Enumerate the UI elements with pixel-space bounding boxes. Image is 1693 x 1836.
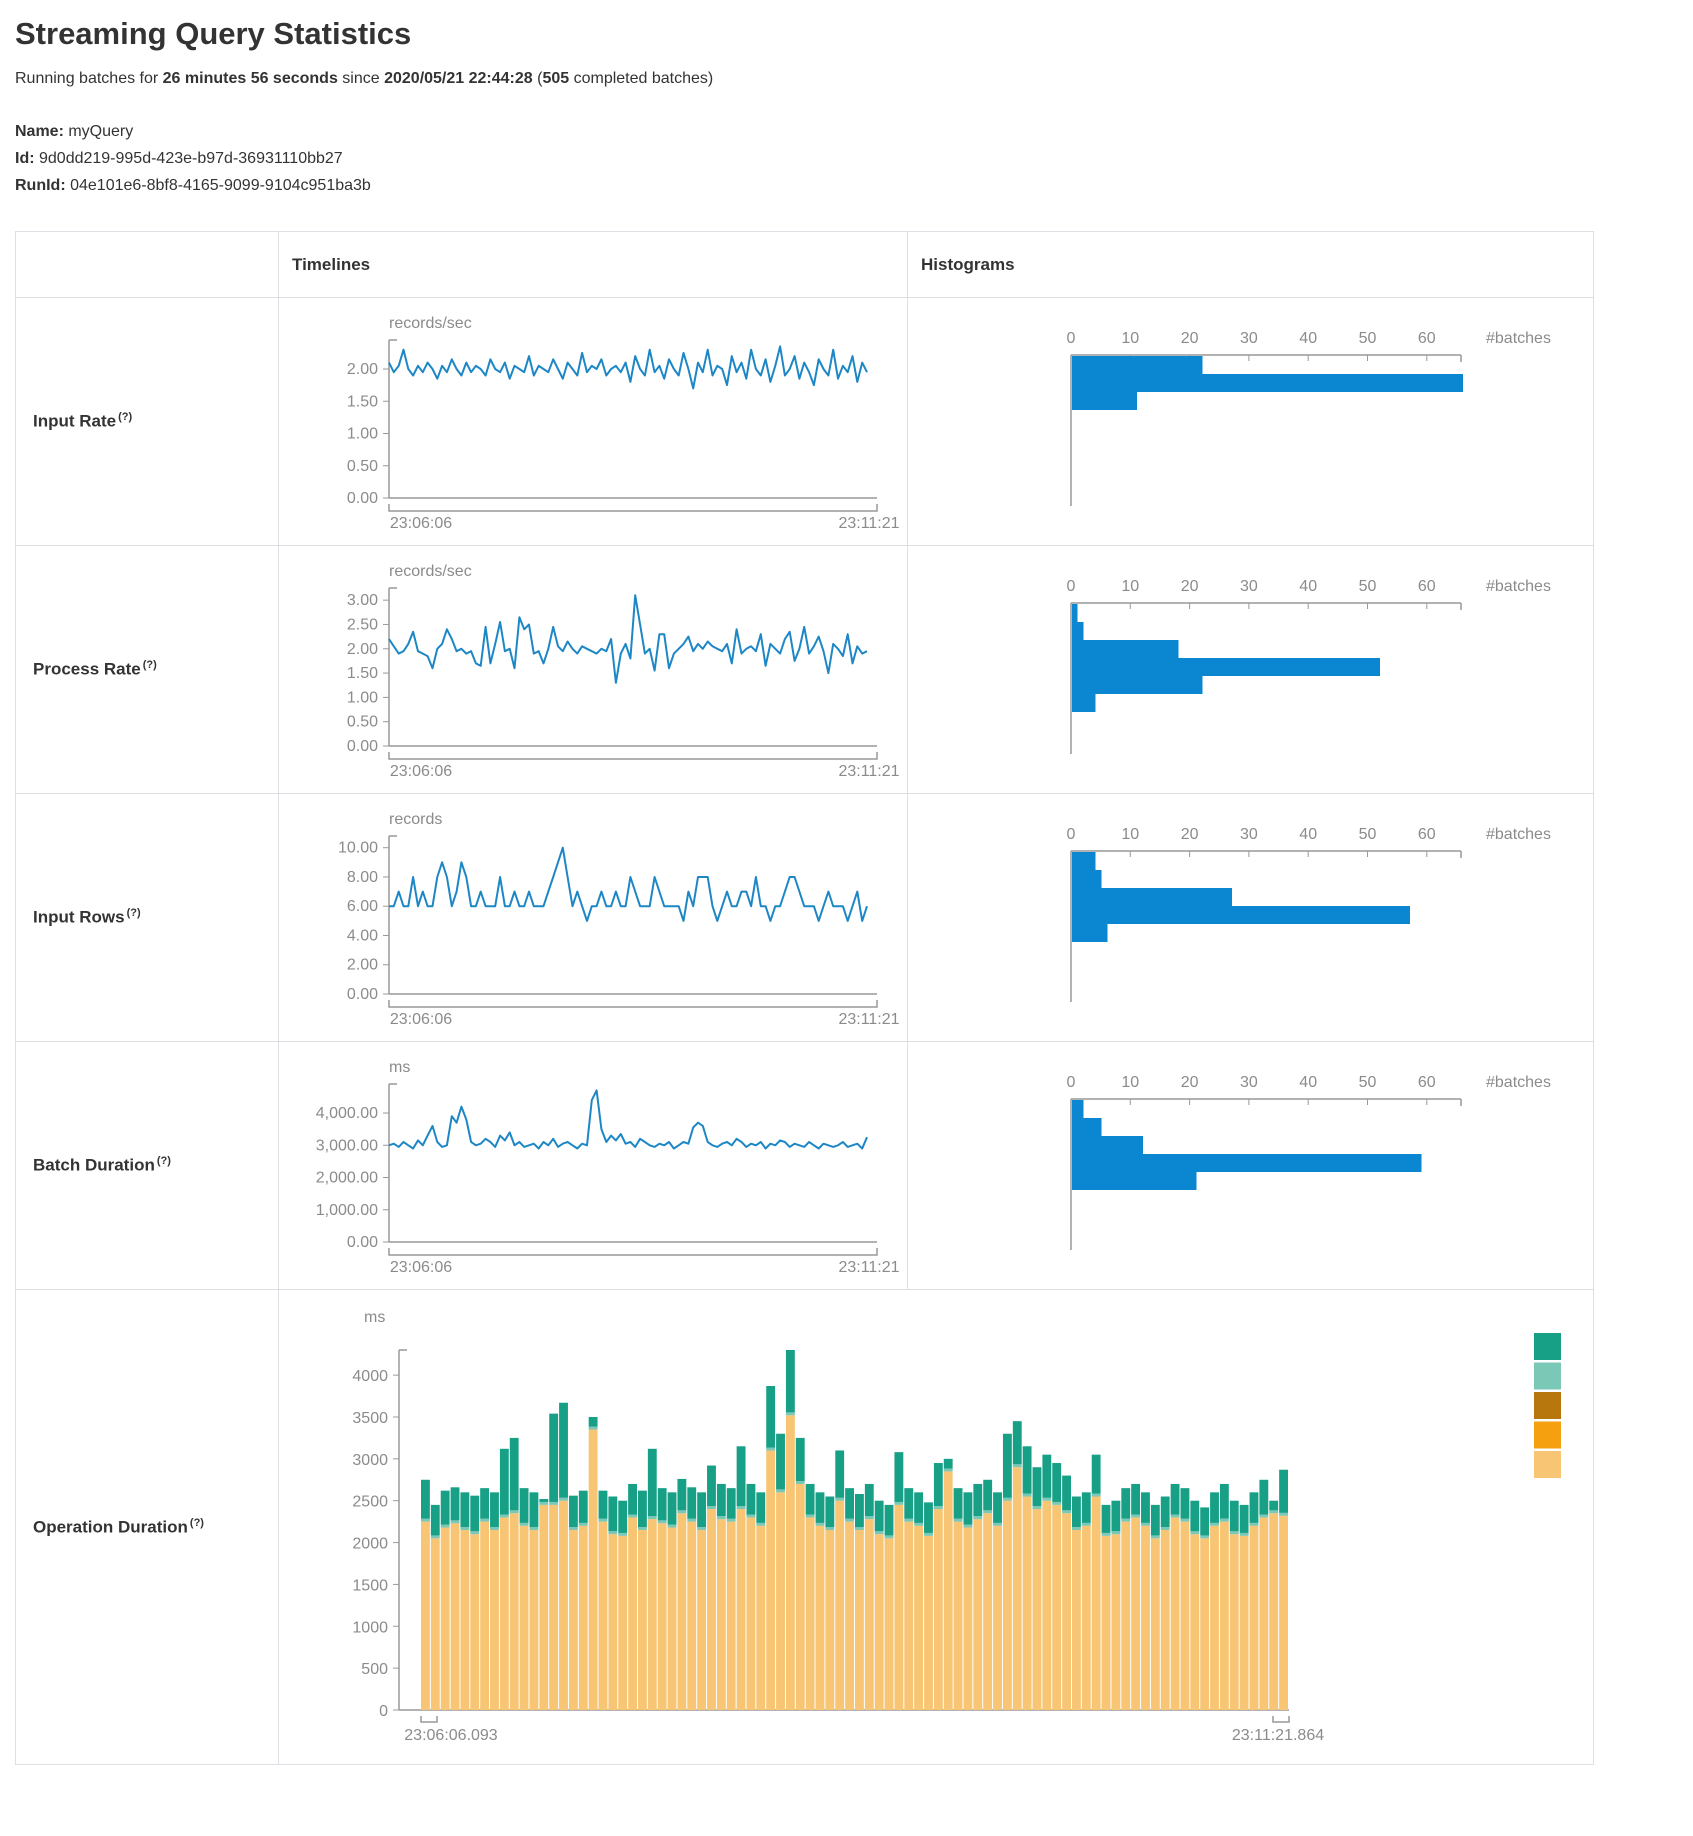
- input-rate-timeline-chart[interactable]: [279, 298, 908, 545]
- svg-text:2000: 2000: [352, 1535, 388, 1553]
- svg-text:60: 60: [1417, 578, 1436, 595]
- header-timelines: Timelines: [279, 232, 908, 297]
- svg-text:1500: 1500: [352, 1577, 388, 1595]
- svg-text:3000: 3000: [352, 1451, 388, 1469]
- svg-text:#batches: #batches: [1486, 1074, 1551, 1091]
- svg-text:20: 20: [1180, 826, 1199, 843]
- row-label-input-rows: [16, 793, 279, 1041]
- svg-text:20: 20: [1180, 1074, 1199, 1091]
- operation-duration-legend[interactable]: [1534, 1333, 1561, 1478]
- svg-text:30: 30: [1240, 330, 1258, 347]
- row-label-batch-duration: [16, 1041, 279, 1289]
- input-rows-histogram-chart[interactable]: [908, 794, 1593, 1041]
- svg-text:0.50: 0.50: [346, 457, 378, 475]
- header-histograms: Histograms: [908, 232, 1593, 297]
- svg-text:0.50: 0.50: [346, 713, 378, 731]
- query-runid-line: RunId: 04e101e6-8bf8-4165-9099-9104c951ba3b: [15, 177, 371, 194]
- batch-duration-histogram-cell: [908, 1041, 1593, 1289]
- svg-text:3.00: 3.00: [346, 592, 378, 610]
- process-rate-label: Process Rate: [33, 659, 141, 679]
- svg-text:8.00: 8.00: [346, 868, 378, 886]
- svg-text:2.50: 2.50: [346, 616, 378, 634]
- svg-text:0: 0: [379, 1703, 388, 1720]
- svg-text:23:06:06: 23:06:06: [389, 1259, 453, 1276]
- svg-text:50: 50: [1358, 330, 1377, 347]
- svg-text:2.00: 2.00: [346, 361, 378, 379]
- svg-text:23:11:21: 23:11:21: [838, 1011, 900, 1028]
- svg-text:1.00: 1.00: [346, 425, 378, 443]
- input-rate-timeline-cell: [279, 297, 908, 545]
- page-title: Streaming Query Statistics: [15, 16, 412, 51]
- svg-text:0: 0: [1066, 1074, 1076, 1091]
- statistics-table: [15, 231, 1594, 1765]
- svg-text:40: 40: [1299, 1074, 1318, 1091]
- svg-text:30: 30: [1240, 826, 1258, 843]
- operation-duration-label: Operation Duration: [33, 1517, 188, 1537]
- svg-text:20: 20: [1180, 578, 1199, 595]
- svg-text:10.00: 10.00: [337, 839, 378, 857]
- svg-text:40: 40: [1299, 826, 1318, 843]
- svg-text:60: 60: [1417, 1074, 1436, 1091]
- process-rate-timeline-chart[interactable]: [279, 546, 908, 793]
- svg-text:2.00: 2.00: [346, 640, 378, 658]
- row-label-operation-duration: [16, 1289, 279, 1764]
- svg-text:1.50: 1.50: [346, 393, 378, 411]
- svg-text:50: 50: [1358, 826, 1377, 843]
- svg-text:records/sec: records/sec: [389, 315, 472, 332]
- process-rate-histogram-chart[interactable]: [908, 546, 1593, 793]
- svg-text:1.00: 1.00: [346, 689, 378, 707]
- svg-text:0.00: 0.00: [346, 986, 378, 1003]
- svg-text:records: records: [389, 811, 443, 828]
- operation-duration-stacked-chart[interactable]: [279, 1290, 1593, 1764]
- svg-text:0: 0: [1066, 826, 1076, 843]
- svg-text:ms: ms: [389, 1059, 411, 1076]
- input-rows-label: Input Rows: [33, 907, 125, 927]
- operation-duration-chart-cell: [279, 1289, 1593, 1764]
- svg-text:23:06:06.093: 23:06:06.093: [404, 1727, 498, 1744]
- svg-text:23:11:21.864: 23:11:21.864: [1231, 1727, 1325, 1744]
- svg-text:23:11:21: 23:11:21: [838, 1259, 900, 1276]
- svg-text:3500: 3500: [352, 1409, 388, 1427]
- svg-text:10: 10: [1121, 826, 1140, 843]
- svg-text:0.00: 0.00: [346, 490, 378, 507]
- svg-text:40: 40: [1299, 578, 1318, 595]
- svg-text:1.50: 1.50: [346, 665, 378, 683]
- svg-text:2.00: 2.00: [346, 956, 378, 974]
- svg-text:50: 50: [1358, 1074, 1377, 1091]
- svg-text:500: 500: [361, 1661, 388, 1679]
- svg-text:ms: ms: [364, 1309, 386, 1326]
- svg-text:23:11:21: 23:11:21: [838, 763, 900, 780]
- svg-text:0.00: 0.00: [346, 738, 378, 755]
- operation-duration-bars: [421, 1350, 1288, 1710]
- operation-duration-help-icon[interactable]: (?): [189, 1516, 204, 1529]
- input-rows-timeline-cell: [279, 793, 908, 1041]
- svg-text:#batches: #batches: [1486, 826, 1551, 843]
- svg-text:0: 0: [1066, 578, 1076, 595]
- row-label-process-rate: [16, 545, 279, 793]
- batch-duration-timeline-cell: [279, 1041, 908, 1289]
- input-rows-help-icon[interactable]: (?): [126, 907, 141, 920]
- process-rate-timeline-cell: [279, 545, 908, 793]
- svg-text:10: 10: [1121, 1074, 1140, 1091]
- svg-text:60: 60: [1417, 826, 1436, 843]
- batch-duration-label: Batch Duration: [33, 1155, 155, 1175]
- query-id-line: Id: 9d0dd219-995d-423e-b97d-36931110bb27: [15, 150, 343, 167]
- svg-text:23:06:06: 23:06:06: [389, 515, 453, 532]
- input-rows-timeline-chart[interactable]: [279, 794, 908, 1041]
- svg-text:23:06:06: 23:06:06: [389, 1011, 453, 1028]
- svg-text:50: 50: [1358, 578, 1377, 595]
- query-metadata: [15, 118, 1693, 199]
- svg-text:30: 30: [1240, 578, 1258, 595]
- input-rate-label: Input Rate: [33, 411, 117, 431]
- svg-text:1000: 1000: [352, 1619, 388, 1637]
- svg-text:23:06:06: 23:06:06: [389, 763, 453, 780]
- batch-duration-help-icon[interactable]: (?): [156, 1155, 171, 1168]
- svg-text:20: 20: [1180, 330, 1199, 347]
- batch-duration-histogram-chart[interactable]: [908, 1042, 1593, 1289]
- input-rate-help-icon[interactable]: (?): [118, 411, 133, 424]
- svg-text:23:11:21: 23:11:21: [838, 515, 900, 532]
- svg-text:10: 10: [1121, 330, 1140, 347]
- svg-text:6.00: 6.00: [346, 898, 378, 916]
- input-rate-histogram-cell: [908, 297, 1593, 545]
- svg-text:2,000.00: 2,000.00: [315, 1169, 378, 1187]
- input-rate-histogram-chart[interactable]: [908, 298, 1593, 545]
- svg-text:3,000.00: 3,000.00: [315, 1137, 378, 1155]
- svg-text:60: 60: [1417, 330, 1436, 347]
- header-empty-cell: [16, 232, 279, 297]
- svg-text:40: 40: [1299, 330, 1318, 347]
- svg-text:records/sec: records/sec: [389, 563, 472, 580]
- svg-text:30: 30: [1240, 1074, 1258, 1091]
- query-name-line: Name: myQuery: [15, 123, 134, 140]
- svg-text:2500: 2500: [352, 1493, 388, 1511]
- svg-text:0.00: 0.00: [346, 1234, 378, 1251]
- svg-text:0: 0: [1066, 330, 1076, 347]
- process-rate-help-icon[interactable]: (?): [142, 659, 157, 672]
- svg-text:4.00: 4.00: [346, 927, 378, 945]
- batch-duration-timeline-chart[interactable]: [279, 1042, 908, 1289]
- running-batches-status: Running batches for 26 minutes 56 seconds since 2020/05/21 22:44:28 (505 completed batches): [15, 70, 714, 87]
- svg-text:#batches: #batches: [1486, 330, 1551, 347]
- svg-text:10: 10: [1121, 578, 1140, 595]
- row-label-input-rate: [16, 297, 279, 545]
- input-rows-histogram-cell: [908, 793, 1593, 1041]
- svg-text:4000: 4000: [352, 1368, 388, 1386]
- svg-text:4,000.00: 4,000.00: [315, 1105, 378, 1123]
- svg-text:1,000.00: 1,000.00: [315, 1201, 378, 1219]
- svg-text:#batches: #batches: [1486, 578, 1551, 595]
- process-rate-histogram-cell: [908, 545, 1593, 793]
